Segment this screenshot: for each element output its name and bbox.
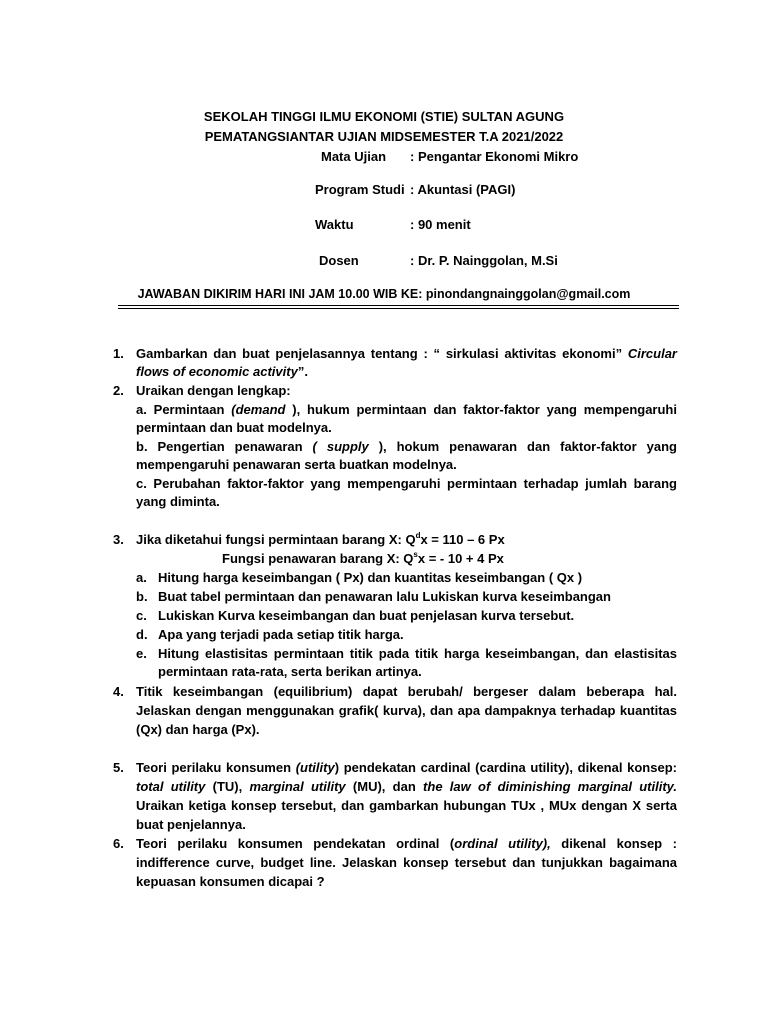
question-2b-line: b. Pengertian penawaran ( supply ), hokum penawaran dan faktor-faktor yang <box>136 439 677 454</box>
sub-item-text: Buat tabel permintaan dan penawaran lalu Lukiskan kurva keseimbangan <box>158 589 611 604</box>
field-label-dosen: Dosen <box>319 253 359 268</box>
sub-item-text: Lukiskan Kurva keseimbangan dan buat penjelasan kurva tersebut. <box>158 608 575 623</box>
field-label-waktu: Waktu <box>315 217 354 232</box>
field-value-program-studi: : Akuntasi (PAGI) <box>410 182 516 197</box>
sub-item-letter: a. <box>136 570 147 585</box>
question-5-line: Teori perilaku konsumen (utility) pendekatan cardinal (cardina utility), dikenal konsep: <box>136 760 677 775</box>
question-6-line: Teori perilaku konsumen pendekatan ordinal (ordinal utility), dikenal konsep : <box>136 836 677 851</box>
sub-item-letter: e. <box>136 646 147 661</box>
question-6-line: indifference curve, budget line. Jelaskan konsep tersebut dan tunjukkan bagaimana <box>136 855 677 870</box>
sub-item-letter: b. <box>136 589 148 604</box>
field-value-dosen: : Dr. P. Nainggolan, M.Si <box>410 253 558 268</box>
sub-item-text: Hitung harga keseimbangan ( Px) dan kuantitas keseimbangan ( Qx ) <box>158 570 583 585</box>
supply-function: Fungsi penawaran barang X: $Q^sx$ = - 10 + 4 Px <box>222 550 504 566</box>
divider-bottom <box>118 308 679 309</box>
question-2-intro: Uraikan dengan lengkap: <box>136 383 291 398</box>
sub-item-text: permintaan rata-rata, serta berikan artinya. <box>158 664 422 679</box>
question-number: 6. <box>113 836 124 851</box>
question-2c-line: yang diminta. <box>136 494 220 509</box>
question-5-line: total utility (TU), marginal utility (MU), dan the law of diminishing marginal utility. <box>136 779 678 794</box>
question-1-line: Gambarkan dan buat penjelasannya tentang : “ sirkulasi aktivitas ekonomi” Circular <box>136 346 677 361</box>
question-number: 2. <box>113 383 124 398</box>
question-2a-line: permintaan dan buat modelnya. <box>136 420 332 435</box>
institution-name: SEKOLAH TINGGI ILMU EKONOMI (STIE) SULTAN AGUNG <box>203 109 565 124</box>
sub-item-letter: c. <box>136 608 147 623</box>
question-1-line: flows of economic activity”. <box>136 364 308 379</box>
question-2c-line: c. Perubahan faktor-faktor yang mempengaruhi permintaan terhadap jumlah barang <box>136 476 677 491</box>
question-number: 3. <box>113 532 124 547</box>
question-2a-line: a. Permintaan (demand ), hukum permintaan dan faktor-faktor yang mempengaruhi <box>136 402 677 417</box>
question-4-line: Jelaskan dengan menggunakan grafik( kurva), dan apa dampaknya terhadap kuantitas <box>136 703 677 718</box>
sub-item-letter: d. <box>136 627 148 642</box>
submission-notice: JAWABAN DIKIRIM HARI INI JAM 10.00 WIB KE: pinondangnainggolan@gmail.com <box>137 287 631 301</box>
question-4-line: (Qx) dan harga (Px). <box>136 722 260 737</box>
exam-title: PEMATANGSIANTAR UJIAN MIDSEMESTER T.A 2021/2022 <box>204 129 564 144</box>
divider-top <box>118 305 679 306</box>
field-value-waktu: : 90 menit <box>410 217 471 232</box>
question-6-line: kepuasan konsumen dicapai ? <box>136 874 325 889</box>
question-2b-line: mempengaruhi penawaran serta buatkan modelnya. <box>136 457 457 472</box>
question-number: 4. <box>113 684 124 699</box>
field-label-mata-ujian: Mata Ujian <box>321 149 387 164</box>
sub-item-text: Apa yang terjadi pada setiap titik harga. <box>158 627 404 642</box>
question-4-line: Titik keseimbangan (equilibrium) dapat berubah/ bergeser dalam beberapa hal. <box>136 684 677 699</box>
question-5-line: Uraikan ketiga konsep tersebut, dan gambarkan hubungan TUx , MUx dengan X serta <box>136 798 677 813</box>
question-number: 5. <box>113 760 124 775</box>
field-label-program-studi: Program Studi <box>315 182 405 197</box>
sub-item-text: Hitung elastisitas permintaan titik pada titik harga keseimbangan, dan elastisitas <box>158 646 677 661</box>
field-value-mata-ujian: : Pengantar Ekonomi Mikro <box>410 149 579 164</box>
question-5-line: buat penjelannya. <box>136 817 246 832</box>
demand-function: Jika diketahui fungsi permintaan barang X: $Q^dx = 110 - 6$ Px <box>136 531 505 547</box>
question-number: 1. <box>113 346 124 361</box>
